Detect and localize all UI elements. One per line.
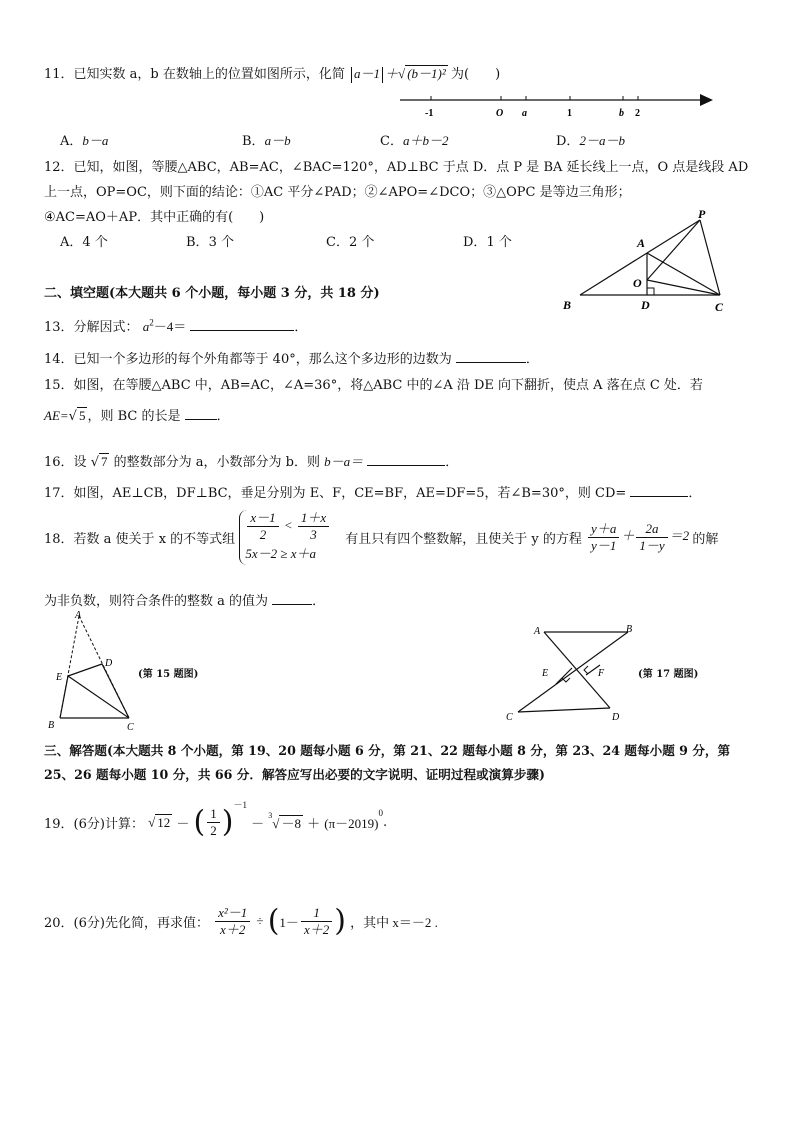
q12-option-d[interactable]: D．1 个 bbox=[463, 235, 512, 250]
q12-option-b[interactable]: B．3 个 bbox=[186, 235, 234, 250]
question-15-line2: AE=√ 5 ，则 BC 的长是 ． bbox=[44, 408, 230, 424]
question-17: 17．如图，AE⊥CB，DF⊥BC，垂足分别为 E、F，CE=BF，AE=DF=5，若∠B=30°，则 CD= ． bbox=[44, 482, 701, 501]
section-3-heading-line1: 三、解答题(本大题共 8 个小题，第 19、20 题每小题 6 分，第 21、22 题每小题 8 分，第 23、24 题每小题 9 分，第 bbox=[44, 743, 731, 758]
answer-blank[interactable] bbox=[272, 591, 312, 605]
question-15-line1: 15．如图，在等腰△ABC 中，AB=AC，∠A=36°，将△ABC 中的∠A 沿 DE 向下翻折，使点 A 落在点 C 处．若 bbox=[44, 378, 703, 393]
question-12-line2: 上一点，OP=OC，则下面的结论：①AC 平分∠PAD；②∠APO=∠DCO；③△OPC 是等边三角形； bbox=[44, 185, 631, 200]
q11-option-a[interactable]: A．b－a bbox=[60, 133, 109, 149]
point-label-b: B bbox=[48, 720, 55, 731]
point-label-c: C bbox=[506, 712, 513, 723]
q11-option-c[interactable]: C．a＋b－2 bbox=[380, 133, 449, 149]
q11-option-d[interactable]: D．2－a－b bbox=[556, 133, 625, 149]
question-11-stem: 11．已知实数 a，b 在数轴上的位置如图所示，化简 a－1 ＋√ (b－1)² 为( ) bbox=[44, 66, 501, 82]
answer-blank[interactable] bbox=[185, 406, 217, 420]
question-13: 13．分解因式： $a^2-4=$ ． bbox=[44, 317, 308, 335]
question-14: 14．已知一个多边形的每个外角都等于 40°，那么这个多边形的边数为 ． bbox=[44, 348, 539, 367]
question-16: 16．设 √ 7 的整数部分为 a，小数部分为 b．则 b－a＝ ． bbox=[44, 454, 459, 470]
tick-label: O bbox=[496, 108, 504, 119]
q11-option-b[interactable]: B．a－b bbox=[242, 133, 291, 149]
question-18-line1: 18．若数 a 使关于 x 的不等式组 $\frac{x-1}{2}$ < $\frac{1+x}{3}$ 5x－2 ≥ x＋a 有且只有四个整数解，且使关于 y 的方程 $\frac{y+a}{y-1}$ ＋ $\frac{2a}{1-y}$ ＝2 的解 bbox=[44, 510, 718, 565]
section-2-heading: 二、填空题(本大题共 6 个小题，每小题 3 分，共 18 分) bbox=[44, 286, 380, 301]
question-12-line3: ④AC=AO＋AP．其中正确的有( ) bbox=[44, 210, 265, 225]
point-label-e: E bbox=[56, 672, 63, 683]
number-line-figure bbox=[395, 88, 725, 120]
point-label-a: A bbox=[534, 626, 541, 637]
answer-blank[interactable] bbox=[190, 317, 294, 331]
tick-label: 1 bbox=[567, 108, 572, 119]
point-label-a: A bbox=[75, 610, 82, 621]
q12-triangle-figure bbox=[555, 205, 755, 320]
inequality-system: $\frac{x-1}{2}$ < $\frac{1+x}{3}$ 5x－2 ≥ x＋a bbox=[239, 510, 331, 565]
q12-option-a[interactable]: A．4 个 bbox=[60, 235, 108, 250]
point-label-o: O bbox=[633, 276, 642, 290]
figure-17-caption: (第 17 题图) bbox=[638, 669, 699, 680]
figure-17 bbox=[500, 620, 640, 726]
point-label-a: A bbox=[637, 236, 646, 250]
question-20: 20．(6分)先化简，再求值： $\frac{\text{x²－1}}{x+2}$ ÷ (1－ $\frac{1}{x+2}$ ) ，其中 x＝－2 . bbox=[44, 903, 438, 939]
tick-label: a bbox=[522, 108, 527, 119]
point-label-d: D bbox=[612, 712, 620, 723]
section-3-heading-line2: 25、26 题每小题 10 分，共 66 分．解答应写出必要的文字说明、证明过程或演算步骤) bbox=[44, 767, 545, 782]
point-label-c: C bbox=[715, 300, 724, 314]
q11-expression: a－1 ＋√ (b－1)² bbox=[349, 66, 451, 81]
answer-blank[interactable] bbox=[456, 349, 526, 363]
point-label-b: B bbox=[563, 298, 572, 312]
q12-option-c[interactable]: C．2 个 bbox=[326, 235, 375, 250]
question-18-line2: 为非负数，则符合条件的整数 a 的值为 ． bbox=[44, 590, 325, 609]
figure-15-caption: (第 15 题图) bbox=[138, 669, 199, 680]
tick-label: b bbox=[619, 108, 624, 119]
question-12-line1: 12．已知，如图，等腰△ABC，AB=AC，∠BAC=120°，AD⊥BC 于点 D．点 P 是 BA 延长线上一点，O 点是线段 AD bbox=[44, 160, 749, 175]
point-label-d: D bbox=[641, 298, 650, 312]
answer-blank[interactable] bbox=[630, 483, 688, 497]
point-label-p: P bbox=[698, 207, 706, 221]
tick-label: 2 bbox=[635, 108, 640, 119]
point-label-b: B bbox=[626, 624, 633, 635]
question-19: 19．(6分)计算： √ 12 － ( $\frac{1}{2}$ )$^{-1} - ^3√ -8 + (\pi-2019)^0$. bbox=[44, 800, 388, 840]
point-label-d: D bbox=[105, 658, 113, 669]
point-label-e: E bbox=[542, 668, 549, 679]
answer-blank[interactable] bbox=[367, 452, 445, 466]
point-label-c: C bbox=[127, 722, 134, 733]
point-label-f: F bbox=[598, 668, 605, 679]
tick-label: -1 bbox=[425, 108, 434, 119]
